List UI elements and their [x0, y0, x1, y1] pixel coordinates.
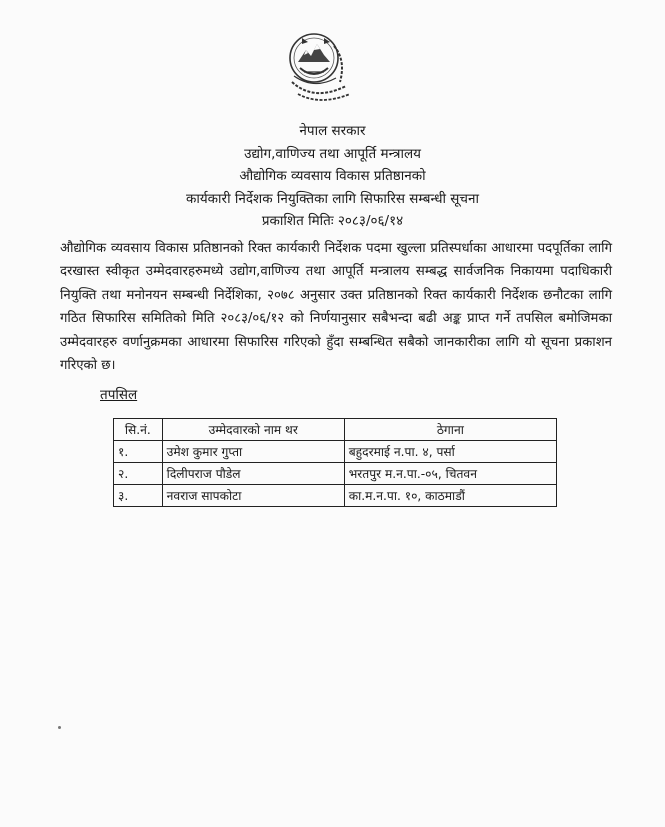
cell-address: बहुदरमाई न.पा. ४, पर्सा: [344, 441, 556, 463]
cell-serial-number: २.: [114, 463, 163, 485]
candidates-table: [113, 418, 557, 507]
cell-serial-number: ३.: [114, 485, 163, 507]
table-header-row: [114, 419, 557, 441]
table-row: [114, 463, 557, 485]
published-date: प्रकाशित मितिः २०८३/०६/१४: [261, 213, 404, 229]
cell-address: भरतपुर म.न.पा.-०५, चितवन: [344, 463, 556, 485]
office-name: औद्योगिक व्यवसाय विकास प्रतिष्ठानको: [239, 168, 426, 184]
nepal-government-emblem-icon: [284, 28, 380, 108]
cell-candidate-name: नवराज सापकोटा: [162, 485, 344, 507]
cell-candidate-name: उमेश कुमार गुप्ता: [162, 441, 344, 463]
notice-subject: कार्यकारी निर्देशक नियुक्तिका लागि सिफारिस सम्बन्धी सूचना: [185, 190, 479, 207]
tapsil-heading: तपसिल: [100, 387, 138, 403]
header-candidate-name: उम्मेदवारको नाम थर: [162, 419, 344, 441]
header-address: ठेगाना: [344, 419, 556, 441]
cell-address: का.म.न.पा. १०, काठमाडौं: [344, 485, 556, 507]
ministry-name: उद्योग,वाणिज्य तथा आपूर्ति मन्त्रालय: [244, 145, 421, 162]
cell-serial-number: १.: [114, 441, 163, 463]
notice-header: [0, 120, 665, 233]
table-row: [114, 485, 557, 507]
cell-candidate-name: दिलीपराज पौडेल: [162, 463, 344, 485]
government-name: नेपाल सरकार: [299, 123, 366, 139]
scan-speck: [58, 726, 61, 729]
table-row: [114, 441, 557, 463]
header-serial-number: सि.नं.: [114, 419, 163, 441]
notice-paragraph: औद्योगिक व्यवसाय विकास प्रतिष्ठानको रिक्त कार्यकारी निर्देशक पदमा खुल्ला प्रतिस्पर्धाका आधारमा पदपूर्तिका लागि दरखास्त स्वीकृत उम्मेदवारहरुमध्ये उद्योग,वाणिज्य तथा आपूर्ति मन्त्रालय सम्बद्ध सार्वजनिक निकायमा पदाधिकारी नियुक्ति तथा मनोनयन सम्बन्धी निर्देशिका, २०७८ अनुसार उक्त प्रतिष्ठानको रिक्त कार्यकारी निर्देशक छनौटका लागि गठित सिफारिस समितिको मिति २०८३/०६/१२ को निर्णयानुसार सबैभन्दा बढी अङ्क प्राप्त गर्ने तपसिल बमोजिमका उम्मेदवारहरु वर्णानुक्रमका आधारमा सिफारिस गरिएको हुँदा सम्बन्धित सबैको जानकारीका लागि यो सूचना प्रकाशन गरिएको छ।: [60, 241, 612, 374]
